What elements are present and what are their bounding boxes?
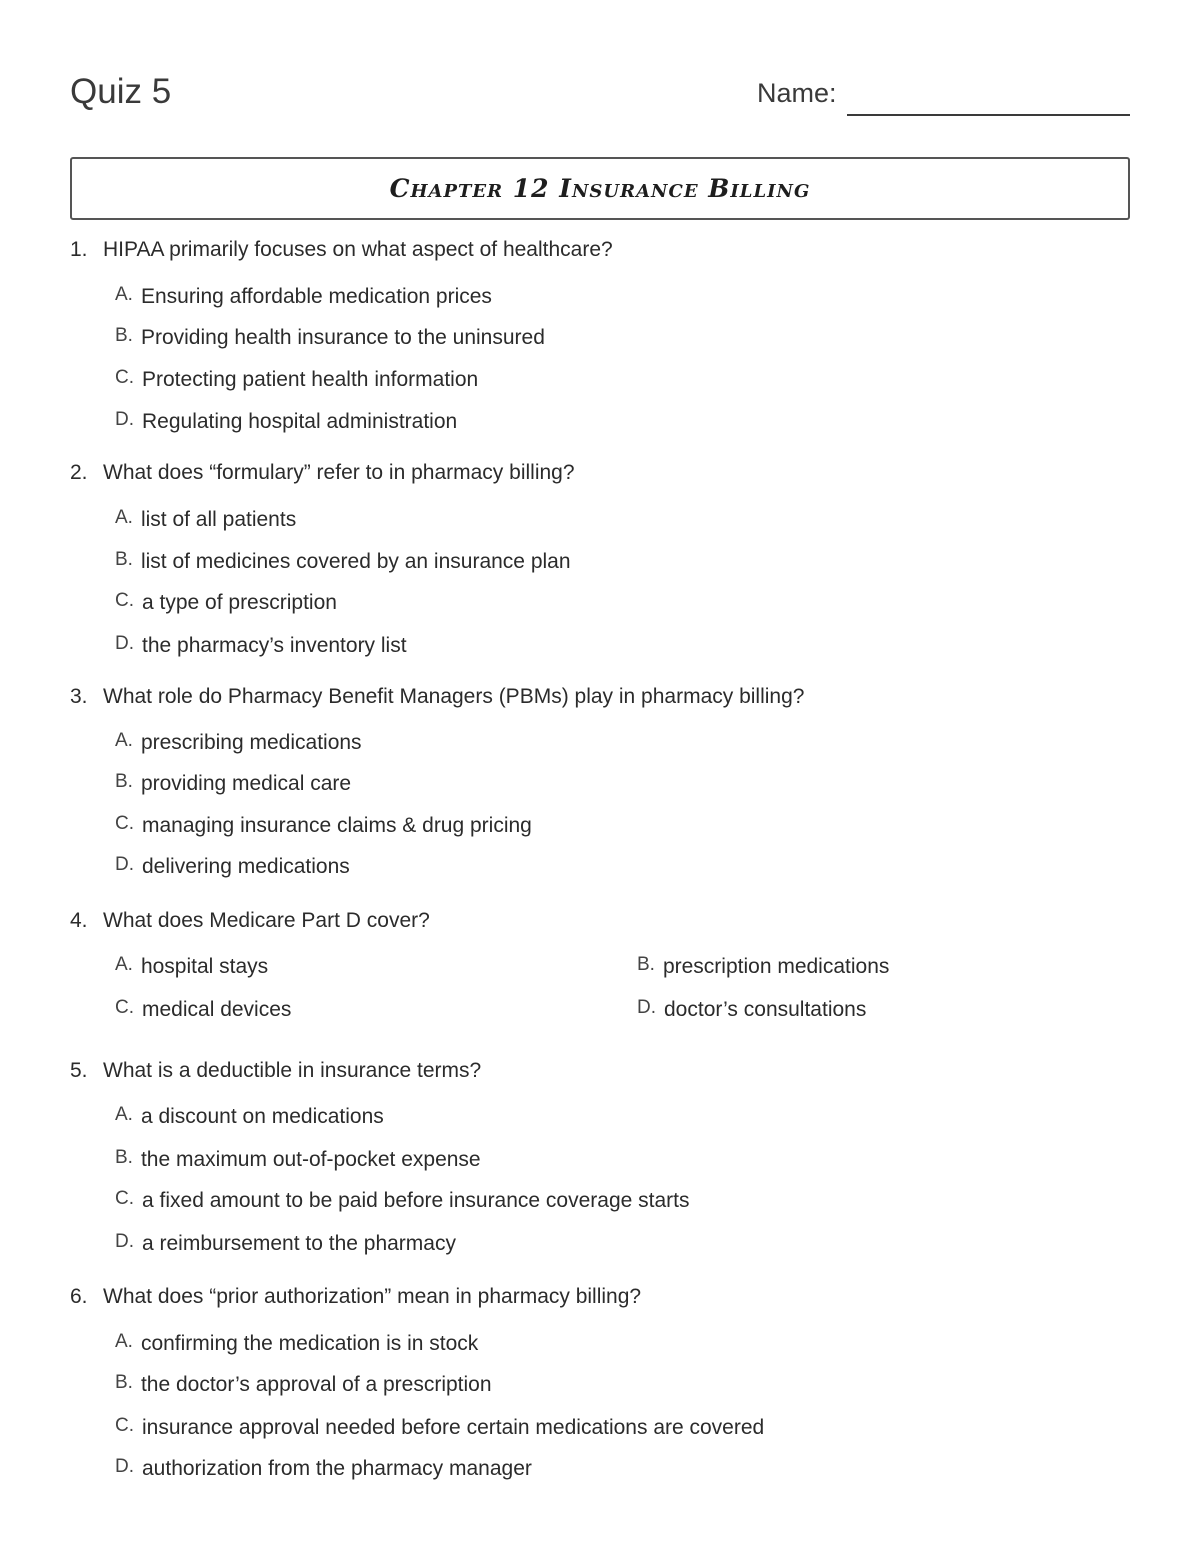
option-4c (115, 998, 291, 1022)
name-label: Name: (757, 78, 837, 108)
quiz-title: Quiz 5 (70, 72, 172, 111)
option-letter: A. (115, 730, 133, 751)
option-4a (115, 955, 268, 979)
option-letter: D. (115, 1231, 134, 1252)
option-text: providing medical care (140, 772, 352, 795)
option-text: managing insurance claims & drug pricing (142, 814, 532, 837)
question-number: 4. (70, 909, 88, 932)
question-1 (70, 238, 613, 262)
option-text: the maximum out-of-pocket expense (140, 1148, 481, 1171)
option-letter: B. (115, 549, 133, 570)
question-text: What does Medicare Part D cover? (103, 909, 430, 932)
option-text: a fixed amount to be paid before insurance coverage starts (142, 1189, 690, 1212)
question-text: HIPAA primarily focuses on what aspect of healthcare? (103, 238, 613, 261)
option-text: the pharmacy’s inventory list (142, 634, 407, 657)
option-text: a reimbursement to the pharmacy (142, 1232, 456, 1255)
question-5 (70, 1059, 481, 1083)
question-number: 6. (70, 1285, 88, 1308)
question-number: 3. (70, 685, 88, 708)
option-letter: B. (115, 1372, 133, 1393)
option-6d (115, 1457, 532, 1481)
question-6 (70, 1285, 641, 1309)
option-4d (637, 998, 866, 1022)
option-5d (115, 1232, 456, 1256)
question-text: What does “formulary” refer to in pharmacy billing? (103, 461, 575, 484)
option-1a (115, 285, 492, 309)
option-letter: C. (115, 1188, 134, 1209)
option-text: confirming the medication is in stock (140, 1332, 479, 1355)
question-3 (70, 685, 804, 709)
option-letter: A. (115, 1331, 133, 1352)
option-text: hospital stays (140, 955, 269, 978)
option-text: prescribing medications (140, 731, 362, 754)
question-text: What does “prior authorization” mean in pharmacy billing? (103, 1285, 642, 1308)
option-6b (115, 1373, 492, 1397)
option-text: a discount on medications (140, 1105, 384, 1128)
option-text: Providing health insurance to the uninsured (140, 326, 545, 349)
option-3d (115, 855, 350, 879)
option-3b (115, 772, 351, 796)
option-letter: D. (115, 409, 134, 430)
option-letter: C. (115, 367, 134, 388)
option-letter: A. (115, 1104, 133, 1125)
option-1c (115, 368, 478, 392)
option-text: delivering medications (142, 855, 350, 878)
option-letter: B. (637, 954, 655, 975)
option-1b (115, 326, 545, 350)
option-letter: A. (115, 507, 133, 528)
question-text: What role do Pharmacy Benefit Managers (PBMs) play in pharmacy billing? (103, 685, 805, 708)
option-letter: B. (115, 1147, 133, 1168)
chapter-banner (70, 157, 1130, 220)
option-letter: D. (637, 997, 656, 1018)
option-4b (637, 955, 889, 979)
option-letter: A. (115, 954, 133, 975)
question-number: 2. (70, 461, 88, 484)
option-3a (115, 731, 362, 755)
option-1d (115, 410, 457, 434)
option-letter: C. (115, 997, 134, 1018)
option-2b (115, 550, 571, 574)
option-text: doctor’s consultations (664, 998, 867, 1021)
option-5c (115, 1189, 690, 1213)
option-text: Regulating hospital administration (142, 410, 458, 433)
option-letter: B. (115, 325, 133, 346)
option-3c (115, 814, 532, 838)
option-2c (115, 591, 337, 615)
option-2d (115, 634, 407, 658)
option-text: authorization from the pharmacy manager (142, 1457, 532, 1480)
option-6a (115, 1332, 478, 1356)
name-field-line (847, 114, 1130, 116)
option-text: Protecting patient health information (142, 368, 479, 391)
option-text: prescription medications (662, 955, 890, 978)
question-4 (70, 909, 430, 933)
option-letter: B. (115, 771, 133, 792)
question-2 (70, 461, 575, 485)
chapter-title: Chapter 12 Insurance Billing (389, 174, 811, 203)
option-text: Ensuring affordable medication prices (140, 285, 492, 308)
question-number: 5. (70, 1059, 88, 1082)
option-letter: C. (115, 590, 134, 611)
option-text: list of all patients (140, 508, 297, 531)
option-6c (115, 1416, 764, 1440)
option-text: the doctor’s approval of a prescription (140, 1373, 492, 1396)
option-letter: D. (115, 633, 134, 654)
option-letter: C. (115, 813, 134, 834)
question-text: What is a deductible in insurance terms? (103, 1059, 482, 1082)
option-5b (115, 1148, 481, 1172)
option-2a (115, 508, 296, 532)
option-text: medical devices (142, 998, 292, 1021)
option-text: insurance approval needed before certain medications are covered (142, 1416, 765, 1439)
option-5a (115, 1105, 384, 1129)
option-letter: D. (115, 854, 134, 875)
question-number: 1. (70, 238, 88, 261)
option-text: a type of prescription (142, 591, 337, 614)
option-letter: C. (115, 1415, 134, 1436)
option-letter: D. (115, 1456, 134, 1477)
option-text: list of medicines covered by an insurance plan (140, 550, 571, 573)
option-letter: A. (115, 284, 133, 305)
